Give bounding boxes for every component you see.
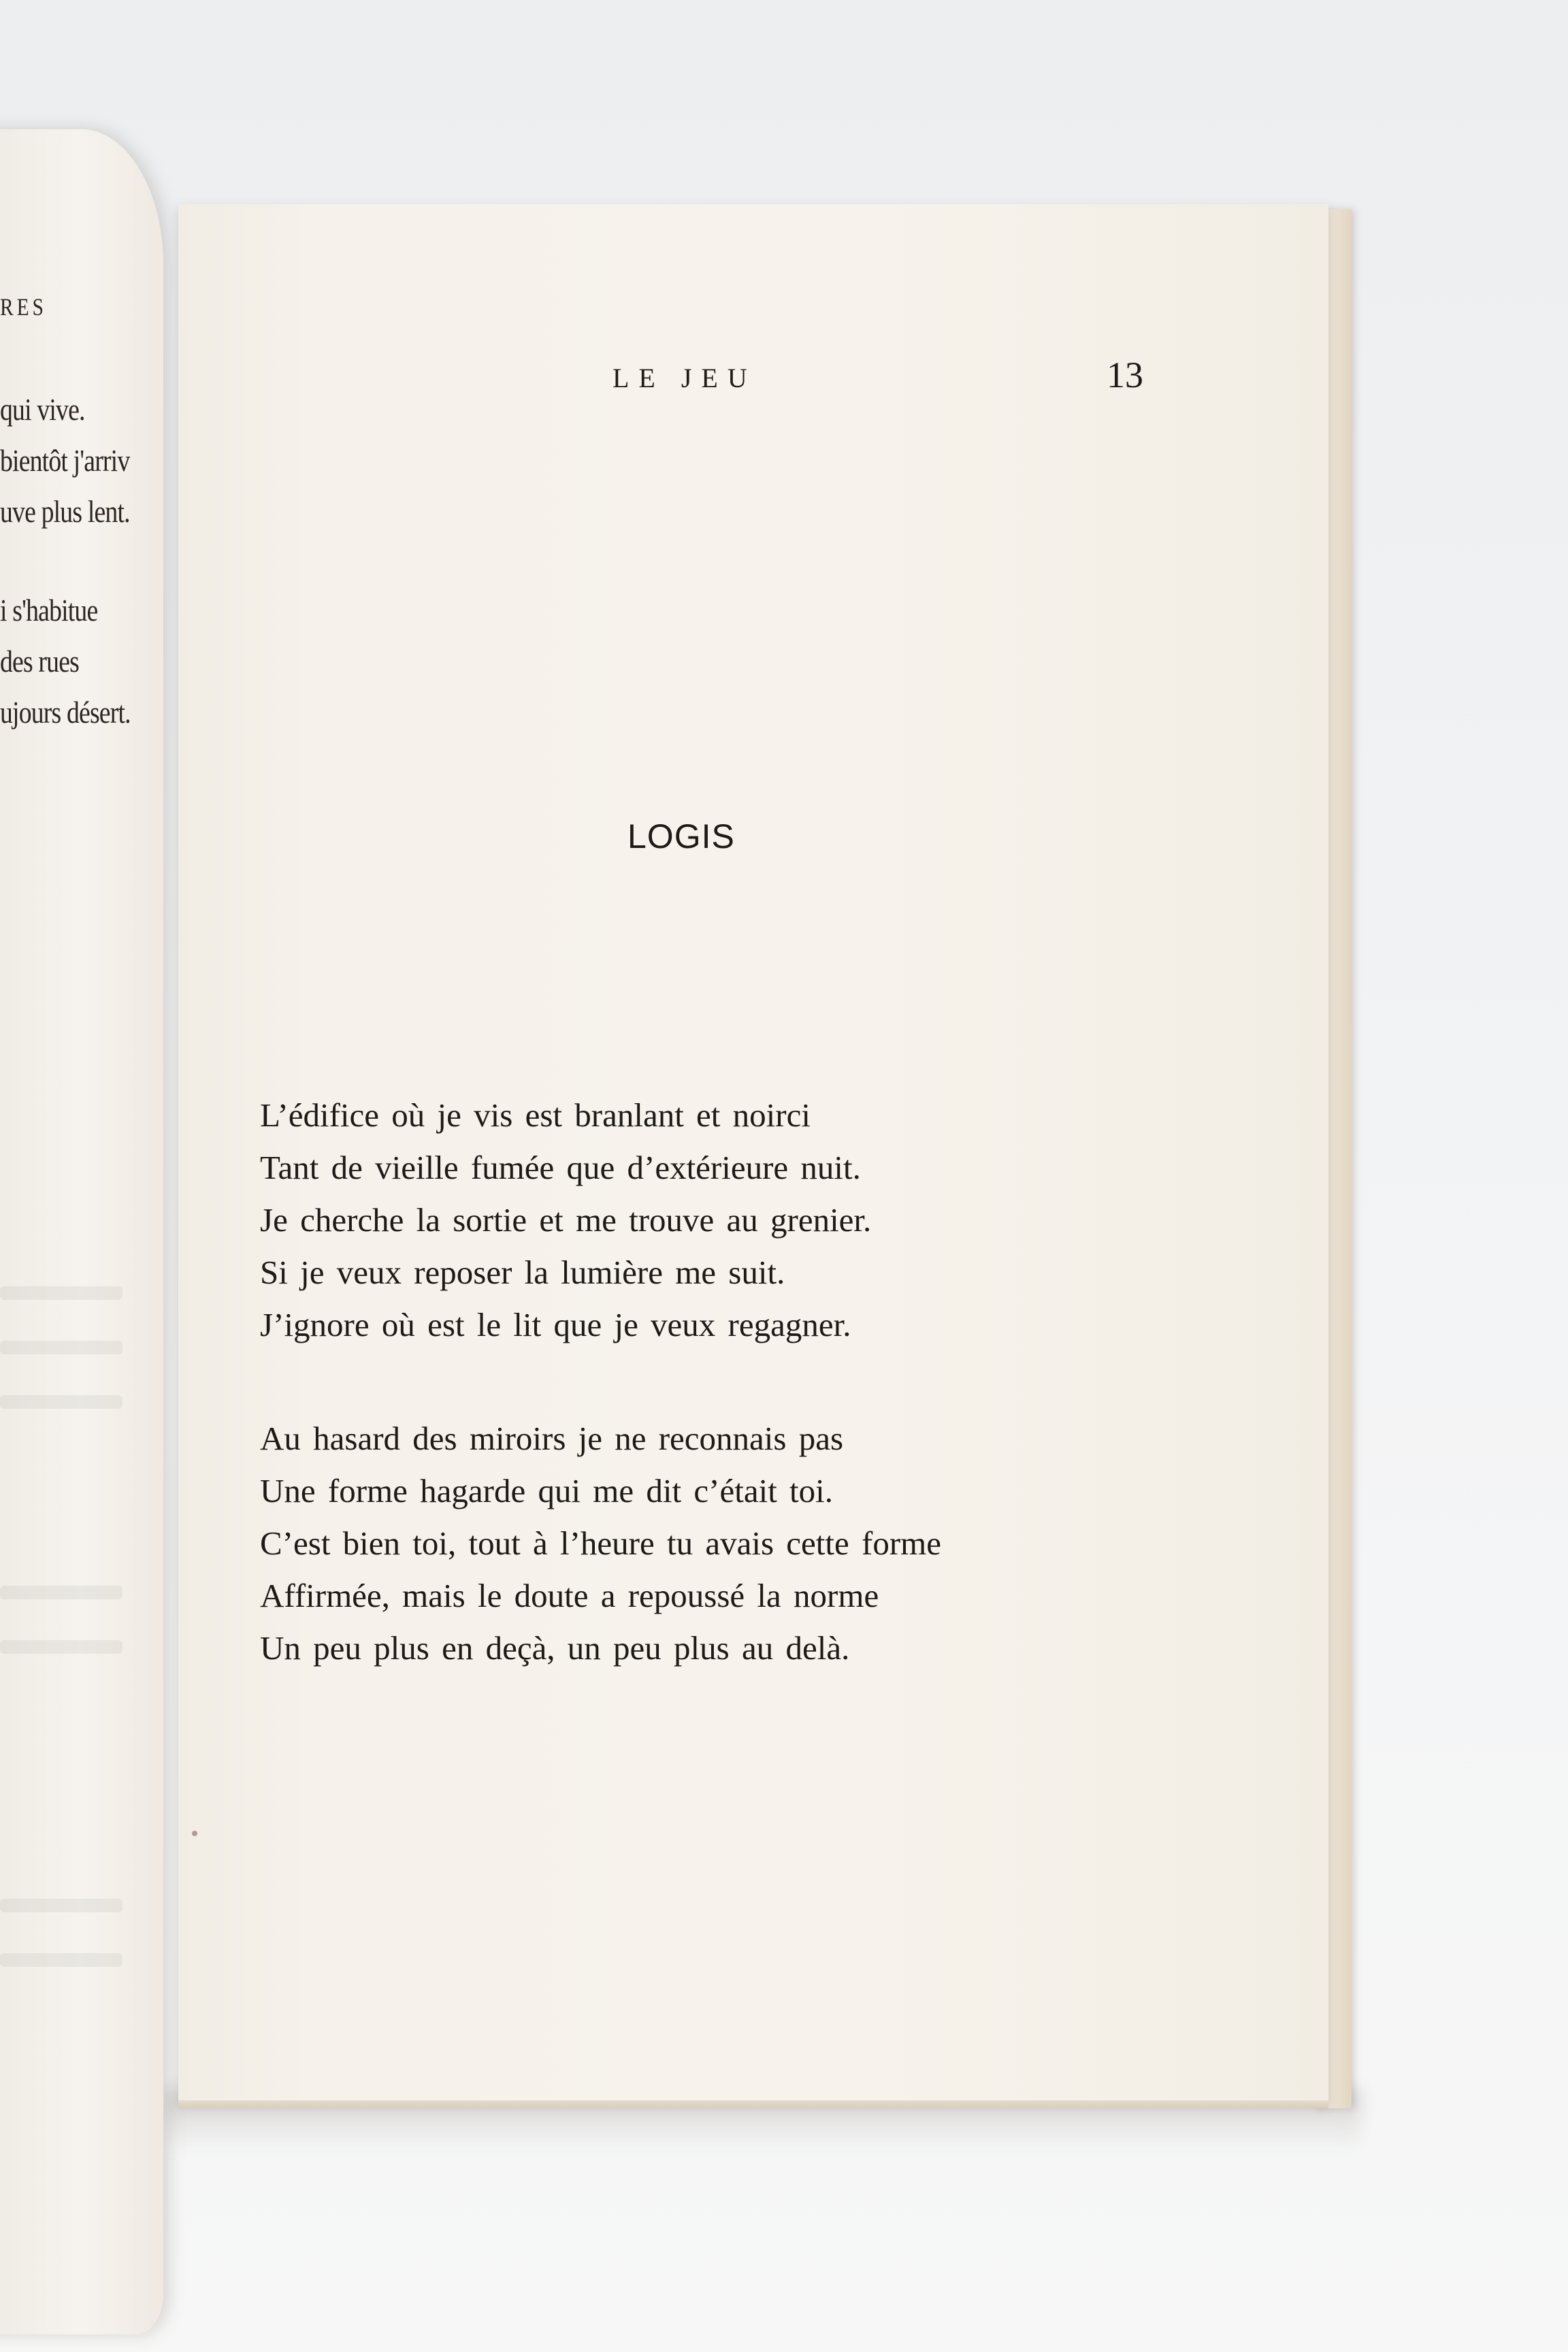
stanza-2 <box>260 1412 1240 1674</box>
left-page-fragment: i s'habitue <box>0 593 98 627</box>
right-page <box>178 204 1328 2103</box>
running-head: LE JEU <box>612 363 757 393</box>
verse-line: J’ignore où est le lit que je veux regagner. <box>260 1306 851 1343</box>
show-through-mark <box>0 1586 122 1599</box>
verse-line: Au hasard des miroirs je ne reconnais pas <box>260 1420 844 1457</box>
left-page <box>0 129 163 2334</box>
left-page-fragment: bientôt j'arriv <box>0 443 130 478</box>
left-page-fragment: des rues <box>0 644 80 679</box>
paper-speck <box>192 1831 197 1836</box>
verse-line: Un peu plus en deçà, un peu plus au delà. <box>260 1629 850 1667</box>
verse-line: L’édifice où je vis est branlant et noirci <box>260 1096 811 1134</box>
show-through-mark <box>0 1640 122 1654</box>
left-page-fragment: uve plus lent. <box>0 494 130 529</box>
verse-line: Une forme hagarde qui me dit c’était toi. <box>260 1472 834 1509</box>
stanza-1 <box>260 1089 1240 1351</box>
show-through-mark <box>0 1341 122 1354</box>
verse-line: Je cherche la sortie et me trouve au grenier. <box>260 1201 872 1239</box>
poem-title: LOGIS <box>627 817 735 855</box>
show-through-mark <box>0 1953 122 1967</box>
verse-line: Si je veux reposer la lumière me suit. <box>260 1254 785 1291</box>
verse-line: C’est bien toi, tout à l’heure tu avais cette forme <box>260 1524 942 1562</box>
show-through-mark <box>0 1899 122 1912</box>
show-through-mark <box>0 1395 122 1409</box>
page-number: 13 <box>1107 355 1143 395</box>
show-through-mark <box>0 1286 122 1300</box>
left-page-fragment: ujours désert. <box>0 695 131 730</box>
verse-line: Affirmée, mais le doute a repoussé la norme <box>260 1577 879 1614</box>
left-page-fragment: qui vive. <box>0 392 85 427</box>
left-page-fragment: RES <box>0 293 47 321</box>
verse-line: Tant de vieille fumée que d’extérieure nuit. <box>260 1149 861 1186</box>
